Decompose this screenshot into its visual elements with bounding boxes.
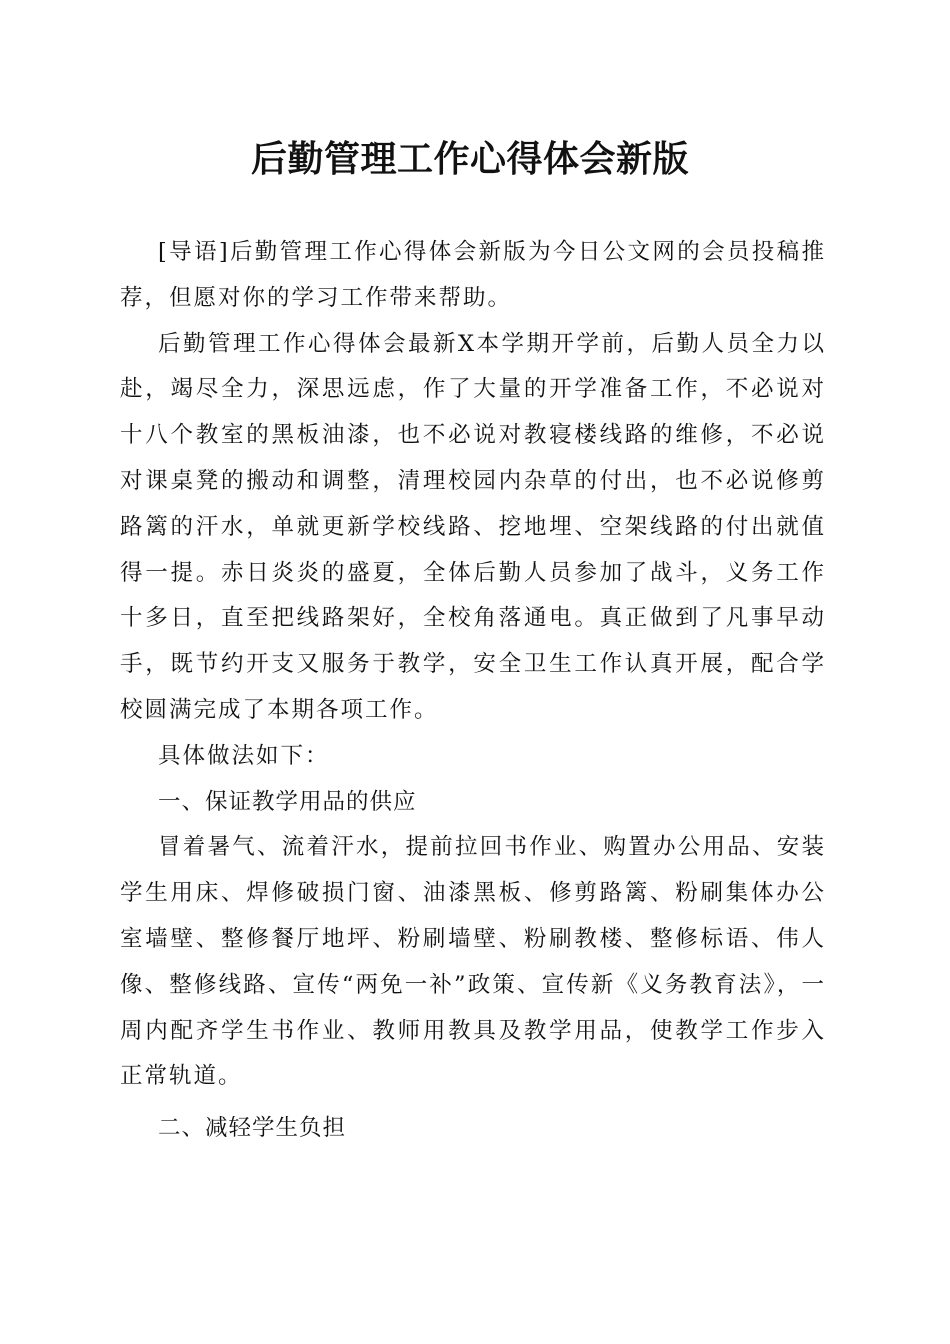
body-paragraph-2: 具体做法如下： xyxy=(158,742,330,769)
body-paragraph-1: 后勤管理工作心得体会最新X本学期开学前，后勤人员全力以赴，竭尽全力，深思远虑，作了大量的开学准备工作，不必说对十八个教室的黑板油漆，也不必说对教寝楼线路的维修，不必说对课桌凳的搬动和调整，清理校园内杂草的付出，也不必说修剪路篱的汗水，单就更新学校线路、挖地埋、空架线路的付出就值得一提。赤日炎炎的盛夏，全体后勤人员参加了战斗，义务工作十多日，直至把线路架好，全校角落通电。真正做到了凡事早动手，既节约开支又服务于教学，安全卫生工作认真开展，配合学校圆满完成了本期各项工作。 xyxy=(120,330,826,723)
body-paragraph-3: 冒着暑气、流着汗水，提前拉回书作业、购置办公用品、安装学生用床、焊修破损门窗、油漆黑板、修剪路篱、粉刷集体办公室墙壁、整修餐厅地坪、粉刷墙壁、粉刷教楼、整修标语、伟人像、整修线路、宣传“两免一补”政策、宣传新《义务教育法》，一周内配齐学生书作业、教师用教具及教学用品，使教学工作步入正常轨道。 xyxy=(120,834,826,1090)
document-title: 后勤管理工作心得体会新版 xyxy=(250,138,689,180)
section-heading-2: 二、减轻学生负担 xyxy=(158,1115,347,1142)
section-heading-1: 一、保证教学用品的供应 xyxy=(158,788,417,815)
document-body xyxy=(120,230,826,1152)
intro-paragraph: [导语]后勤管理工作心得体会新版为今日公文网的会员投稿推荐，但愿对你的学习工作带来帮助。 xyxy=(120,239,826,311)
